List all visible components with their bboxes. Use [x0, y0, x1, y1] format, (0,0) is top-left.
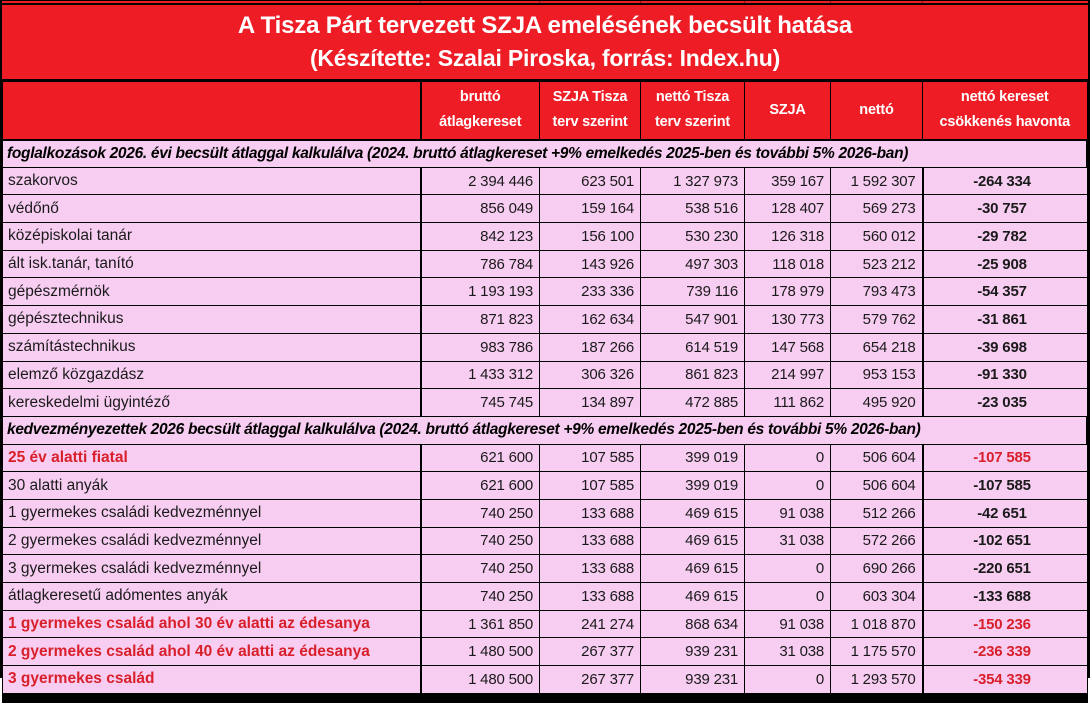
- cell-netto-kereset-csokkenes: -133 688: [923, 583, 1088, 611]
- cell-szja: 31 038: [745, 638, 831, 666]
- table-row: [3, 499, 1088, 527]
- column-divider-tick: [744, 1, 745, 3]
- cell-netto-kereset-csokkenes: -102 651: [923, 527, 1088, 555]
- cell-brutto-atlagkereset: 621 600: [421, 472, 540, 500]
- row-label: számítástechnikus: [3, 333, 421, 361]
- table-row: [3, 278, 1088, 306]
- cell-szja-tisza-terv: 162 634: [540, 306, 641, 334]
- cell-brutto-atlagkereset: 2 394 446: [421, 167, 540, 195]
- cell-brutto-atlagkereset: 786 784: [421, 250, 540, 278]
- cell-szja-tisza-terv: 156 100: [540, 223, 641, 251]
- cell-szja-tisza-terv: 187 266: [540, 333, 641, 361]
- row-label: kereskedelmi ügyintéző: [3, 389, 421, 417]
- cell-brutto-atlagkereset: 621 600: [421, 444, 540, 472]
- cell-szja-tisza-terv: 267 377: [540, 638, 641, 666]
- row-label: 3 gyermekes család: [3, 666, 421, 694]
- cell-brutto-atlagkereset: 1 480 500: [421, 638, 540, 666]
- cell-brutto-atlagkereset: 745 745: [421, 389, 540, 417]
- row-label: gépésztechnikus: [3, 306, 421, 334]
- cell-netto: 654 218: [831, 333, 923, 361]
- cell-szja-tisza-terv: 143 926: [540, 250, 641, 278]
- cell-szja-tisza-terv: 134 897: [540, 389, 641, 417]
- table-row: [3, 527, 1088, 555]
- page-title: A Tisza Párt tervezett SZJA emelésének becsült hatása: [237, 12, 853, 40]
- cell-brutto-atlagkereset: 740 250: [421, 527, 540, 555]
- header-netto: nettó: [831, 82, 923, 140]
- cell-netto-tisza-terv: 530 230: [641, 223, 745, 251]
- cell-netto: 512 266: [831, 499, 923, 527]
- cell-netto-tisza-terv: 469 615: [641, 583, 745, 611]
- cropped-row-strip: [2, 1, 1088, 5]
- cell-brutto-atlagkereset: 1 361 850: [421, 610, 540, 638]
- table-row: [3, 666, 1088, 694]
- table-row: [3, 361, 1088, 389]
- row-label: szakorvos: [3, 167, 421, 195]
- cell-netto-tisza-terv: 538 516: [641, 195, 745, 223]
- row-label: 1 gyermekes család ahol 30 év alatti az édesanya: [3, 610, 421, 638]
- cell-szja: 0: [745, 444, 831, 472]
- title-block: [2, 5, 1088, 81]
- cell-netto: 572 266: [831, 527, 923, 555]
- cell-szja: 147 568: [745, 333, 831, 361]
- cell-szja: 0: [745, 666, 831, 694]
- table-row: [3, 583, 1088, 611]
- section-header-row: [3, 416, 1088, 444]
- cell-netto-tisza-terv: 739 116: [641, 278, 745, 306]
- cell-netto-kereset-csokkenes: -31 861: [923, 306, 1088, 334]
- cell-brutto-atlagkereset: 856 049: [421, 195, 540, 223]
- column-divider-tick: [539, 1, 540, 3]
- cell-szja: 91 038: [745, 610, 831, 638]
- cell-netto-kereset-csokkenes: -107 585: [923, 444, 1088, 472]
- cell-netto-kereset-csokkenes: -30 757: [923, 195, 1088, 223]
- bottom-border-bar: [2, 694, 1088, 703]
- cell-szja: 111 862: [745, 389, 831, 417]
- cell-netto: 1 293 570: [831, 666, 923, 694]
- cell-netto-kereset-csokkenes: -91 330: [923, 361, 1088, 389]
- header-netto-kereset-csokkenes: nettó kereset csökkenés havonta: [923, 82, 1088, 140]
- cell-netto: 569 273: [831, 195, 923, 223]
- cell-szja: 126 318: [745, 223, 831, 251]
- cell-brutto-atlagkereset: 1 433 312: [421, 361, 540, 389]
- table-row: [3, 167, 1088, 195]
- cell-netto: 1 592 307: [831, 167, 923, 195]
- column-divider-tick: [420, 1, 421, 3]
- cell-brutto-atlagkereset: 740 250: [421, 583, 540, 611]
- cell-netto: 603 304: [831, 583, 923, 611]
- cell-szja-tisza-terv: 133 688: [540, 527, 641, 555]
- section-header-label: kedvezményezettek 2026 becsült átlaggal kalkulálva (2024. bruttó átlagkereset +9% emelkedés 2025-ben és további 5% 2026-ban): [3, 416, 1088, 444]
- cell-netto-kereset-csokkenes: -25 908: [923, 250, 1088, 278]
- section-header-label: foglalkozások 2026. évi becsült átlaggal kalkulálva (2024. bruttó átlagkereset +9% emelkedés 2025-ben és további 5% 2026-ban): [3, 140, 1088, 168]
- cell-brutto-atlagkereset: 740 250: [421, 555, 540, 583]
- page-subtitle: (Készítette: Szalai Piroska, forrás: Index.hu): [309, 44, 781, 71]
- table-row: [3, 333, 1088, 361]
- cell-brutto-atlagkereset: 740 250: [421, 499, 540, 527]
- table-header: [3, 82, 1088, 140]
- cell-netto-kereset-csokkenes: -39 698: [923, 333, 1088, 361]
- cell-netto-kereset-csokkenes: -150 236: [923, 610, 1088, 638]
- table-row: [3, 638, 1088, 666]
- cell-szja-tisza-terv: 133 688: [540, 583, 641, 611]
- cell-netto-kereset-csokkenes: -54 357: [923, 278, 1088, 306]
- cell-szja: 0: [745, 472, 831, 500]
- cell-netto-tisza-terv: 497 303: [641, 250, 745, 278]
- cell-szja: 359 167: [745, 167, 831, 195]
- cell-szja-tisza-terv: 233 336: [540, 278, 641, 306]
- cell-szja-tisza-terv: 159 164: [540, 195, 641, 223]
- cell-szja-tisza-terv: 306 326: [540, 361, 641, 389]
- row-label: középiskolai tanár: [3, 223, 421, 251]
- row-label: elemző közgazdász: [3, 361, 421, 389]
- cell-netto-tisza-terv: 469 615: [641, 527, 745, 555]
- cell-netto: 560 012: [831, 223, 923, 251]
- header-brutto-atlagkereset: bruttó átlagkereset: [421, 82, 540, 140]
- cell-szja-tisza-terv: 133 688: [540, 499, 641, 527]
- cell-szja-tisza-terv: 267 377: [540, 666, 641, 694]
- cell-netto-tisza-terv: 1 327 973: [641, 167, 745, 195]
- cell-netto: 579 762: [831, 306, 923, 334]
- header-empty: [3, 82, 421, 140]
- cell-netto-kereset-csokkenes: -354 339: [923, 666, 1088, 694]
- cell-netto: 690 266: [831, 555, 923, 583]
- cell-brutto-atlagkereset: 1 193 193: [421, 278, 540, 306]
- cell-netto-tisza-terv: 399 019: [641, 444, 745, 472]
- table-row: [3, 195, 1088, 223]
- cell-netto-kereset-csokkenes: -42 651: [923, 499, 1088, 527]
- table-row: [3, 555, 1088, 583]
- cell-netto-kereset-csokkenes: -220 651: [923, 555, 1088, 583]
- table-row: [3, 223, 1088, 251]
- header-szja-tisza-terv: SZJA Tisza terv szerint: [540, 82, 641, 140]
- cell-szja: 0: [745, 583, 831, 611]
- table-body: [3, 140, 1088, 694]
- cell-netto-tisza-terv: 399 019: [641, 472, 745, 500]
- cell-szja-tisza-terv: 133 688: [540, 555, 641, 583]
- data-table: [2, 81, 1088, 694]
- cell-szja: 130 773: [745, 306, 831, 334]
- header-netto-tisza-terv: nettó Tisza terv szerint: [641, 82, 745, 140]
- cell-netto: 1 175 570: [831, 638, 923, 666]
- cell-netto-tisza-terv: 614 519: [641, 333, 745, 361]
- table-row: [3, 389, 1088, 417]
- table-row: [3, 472, 1088, 500]
- cell-netto-kereset-csokkenes: -107 585: [923, 472, 1088, 500]
- cell-brutto-atlagkereset: 871 823: [421, 306, 540, 334]
- row-label: 30 alatti anyák: [3, 472, 421, 500]
- cell-netto-kereset-csokkenes: -264 334: [923, 167, 1088, 195]
- column-divider-tick: [922, 1, 923, 3]
- cell-netto-tisza-terv: 868 634: [641, 610, 745, 638]
- row-label: védőnő: [3, 195, 421, 223]
- cell-szja-tisza-terv: 241 274: [540, 610, 641, 638]
- cell-netto: 953 153: [831, 361, 923, 389]
- cell-netto-kereset-csokkenes: -29 782: [923, 223, 1088, 251]
- table-row: [3, 610, 1088, 638]
- row-label: 2 gyermekes családi kedvezménnyel: [3, 527, 421, 555]
- row-label: 1 gyermekes családi kedvezménnyel: [3, 499, 421, 527]
- header-szja: SZJA: [745, 82, 831, 140]
- section-header-row: [3, 140, 1088, 168]
- table-row: [3, 444, 1088, 472]
- cell-brutto-atlagkereset: 983 786: [421, 333, 540, 361]
- row-label: ált isk.tanár, tanító: [3, 250, 421, 278]
- cell-szja-tisza-terv: 107 585: [540, 472, 641, 500]
- cell-netto-kereset-csokkenes: -23 035: [923, 389, 1088, 417]
- row-label: 2 gyermekes család ahol 40 év alatti az édesanya: [3, 638, 421, 666]
- cell-netto-tisza-terv: 469 615: [641, 499, 745, 527]
- row-label: 25 év alatti fiatal: [3, 444, 421, 472]
- cell-netto-kereset-csokkenes: -236 339: [923, 638, 1088, 666]
- cell-szja: 214 997: [745, 361, 831, 389]
- cell-szja: 128 407: [745, 195, 831, 223]
- cell-netto-tisza-terv: 939 231: [641, 666, 745, 694]
- cell-szja: 91 038: [745, 499, 831, 527]
- cell-szja: 31 038: [745, 527, 831, 555]
- cell-netto: 506 604: [831, 444, 923, 472]
- cell-szja: 178 979: [745, 278, 831, 306]
- cell-netto: 506 604: [831, 472, 923, 500]
- column-divider-tick: [640, 1, 641, 3]
- cell-szja-tisza-terv: 623 501: [540, 167, 641, 195]
- column-divider-tick: [830, 1, 831, 3]
- row-label: gépészmérnök: [3, 278, 421, 306]
- cell-brutto-atlagkereset: 1 480 500: [421, 666, 540, 694]
- cell-netto-tisza-terv: 939 231: [641, 638, 745, 666]
- cell-netto: 793 473: [831, 278, 923, 306]
- cell-netto: 1 018 870: [831, 610, 923, 638]
- table-row: [3, 250, 1088, 278]
- cell-szja: 0: [745, 555, 831, 583]
- cell-brutto-atlagkereset: 842 123: [421, 223, 540, 251]
- table-row: [3, 306, 1088, 334]
- cell-netto-tisza-terv: 469 615: [641, 555, 745, 583]
- row-label: átlagkeresetű adómentes anyák: [3, 583, 421, 611]
- cell-netto: 495 920: [831, 389, 923, 417]
- cell-netto-tisza-terv: 861 823: [641, 361, 745, 389]
- cell-netto-tisza-terv: 547 901: [641, 306, 745, 334]
- cell-szja-tisza-terv: 107 585: [540, 444, 641, 472]
- cell-szja: 118 018: [745, 250, 831, 278]
- cell-netto: 523 212: [831, 250, 923, 278]
- row-label: 3 gyermekes családi kedvezménnyel: [3, 555, 421, 583]
- cell-netto-tisza-terv: 472 885: [641, 389, 745, 417]
